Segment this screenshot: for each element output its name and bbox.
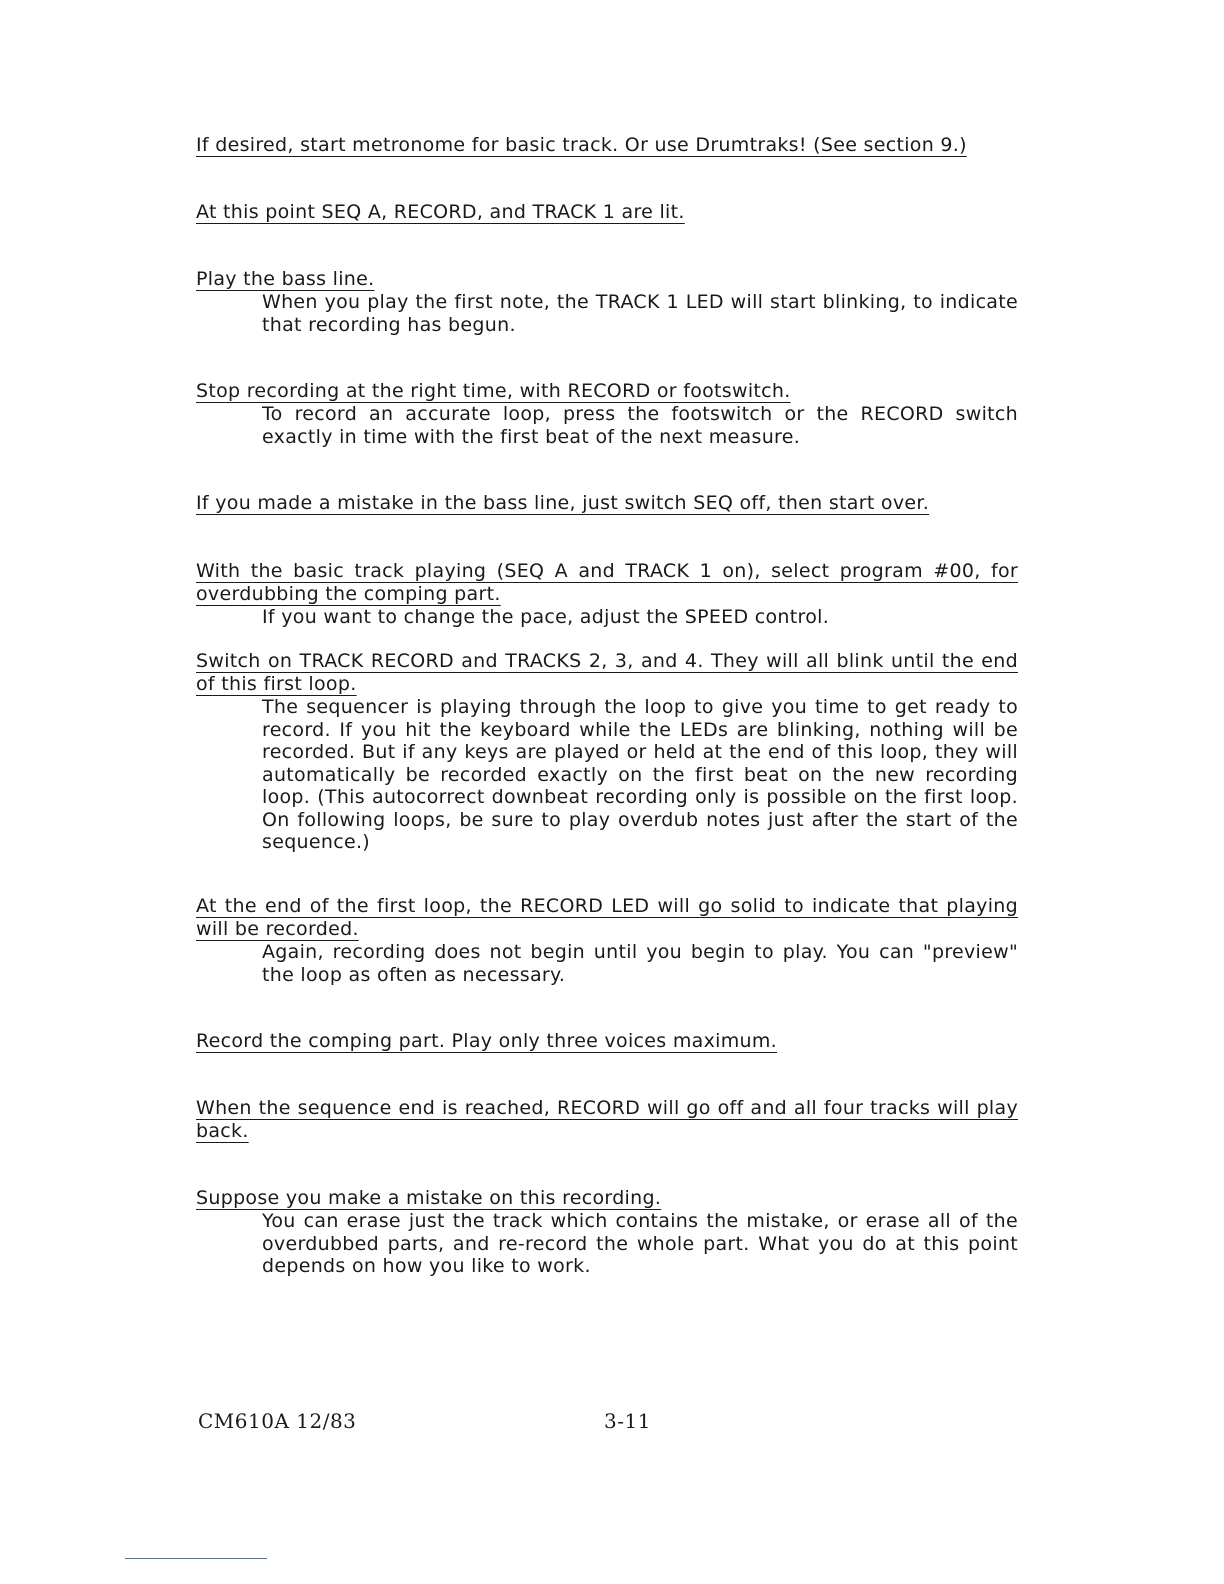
- step-body: When you play the first note, the TRACK 1 LED will start blinking, to indicate that recording has begun.: [262, 291, 1018, 336]
- step-overdub-program: [196, 560, 1018, 629]
- step-play-bass: [196, 268, 1018, 336]
- step-heading: Stop recording at the right time, with RECORD or footswitch.: [196, 380, 791, 402]
- step-lit-status: [196, 201, 1018, 224]
- step-metronome: [196, 134, 1018, 157]
- step-heading: At the end of the first loop, the RECORD LED will go solid to indicate that playing will be recorded.: [196, 895, 1018, 940]
- step-heading: At this point SEQ A, RECORD, and TRACK 1 are lit.: [196, 201, 685, 223]
- step-heading: If desired, start metronome for basic track. Or use Drumtraks! (See section 9.): [196, 134, 967, 156]
- step-body: To record an accurate loop, press the footswitch or the RECORD switch exactly in time with the first beat of the next measure.: [262, 403, 1018, 448]
- step-heading: If you made a mistake in the bass line, just switch SEQ off, then start over.: [196, 492, 930, 514]
- step-stop-recording: [196, 380, 1018, 448]
- step-track-record: [196, 650, 1018, 854]
- step-record-comping: [196, 1030, 1018, 1053]
- step-end-first-loop: [196, 895, 1018, 986]
- step-heading: Switch on TRACK RECORD and TRACKS 2, 3, and 4. They will all blink until the end of this first loop.: [196, 650, 1018, 695]
- step-mistake-bass: [196, 492, 1018, 515]
- document-id: CM610A 12/83: [198, 1409, 357, 1433]
- step-heading: With the basic track playing (SEQ A and TRACK 1 on), select program #00, for overdubbing the comping part.: [196, 560, 1018, 605]
- step-body: The sequencer is playing through the loop to give you time to get ready to record. If you hit the keyboard while the LEDs are blinking, nothing will be recorded. But if any keys are played or held at the end of this loop, they will automatically be recorded exactly on the first beat on the new recording loop. (This autocorrect downbeat recording only is possible on the first loop. On following loops, be sure to play overdub notes just after the start of the sequence.): [262, 696, 1018, 853]
- step-sequence-end: [196, 1097, 1018, 1143]
- step-heading: Suppose you make a mistake on this recording.: [196, 1187, 662, 1209]
- step-heading: Record the comping part. Play only three voices maximum.: [196, 1030, 778, 1052]
- step-body: You can erase just the track which contains the mistake, or erase all of the overdubbed parts, and re-record the whole part. What you do at this point depends on how you like to work.: [262, 1210, 1018, 1277]
- step-mistake-recording: [196, 1187, 1018, 1278]
- step-body: Again, recording does not begin until you begin to play. You can "preview" the loop as often as necessary.: [262, 941, 1018, 986]
- step-heading: Play the bass line.: [196, 268, 375, 290]
- page-number: 3-11: [604, 1409, 651, 1433]
- step-body: If you want to change the pace, adjust the SPEED control.: [262, 606, 830, 628]
- step-heading: When the sequence end is reached, RECORD will go off and all four tracks will play back.: [196, 1097, 1018, 1142]
- scan-line-divider: [125, 1558, 267, 1559]
